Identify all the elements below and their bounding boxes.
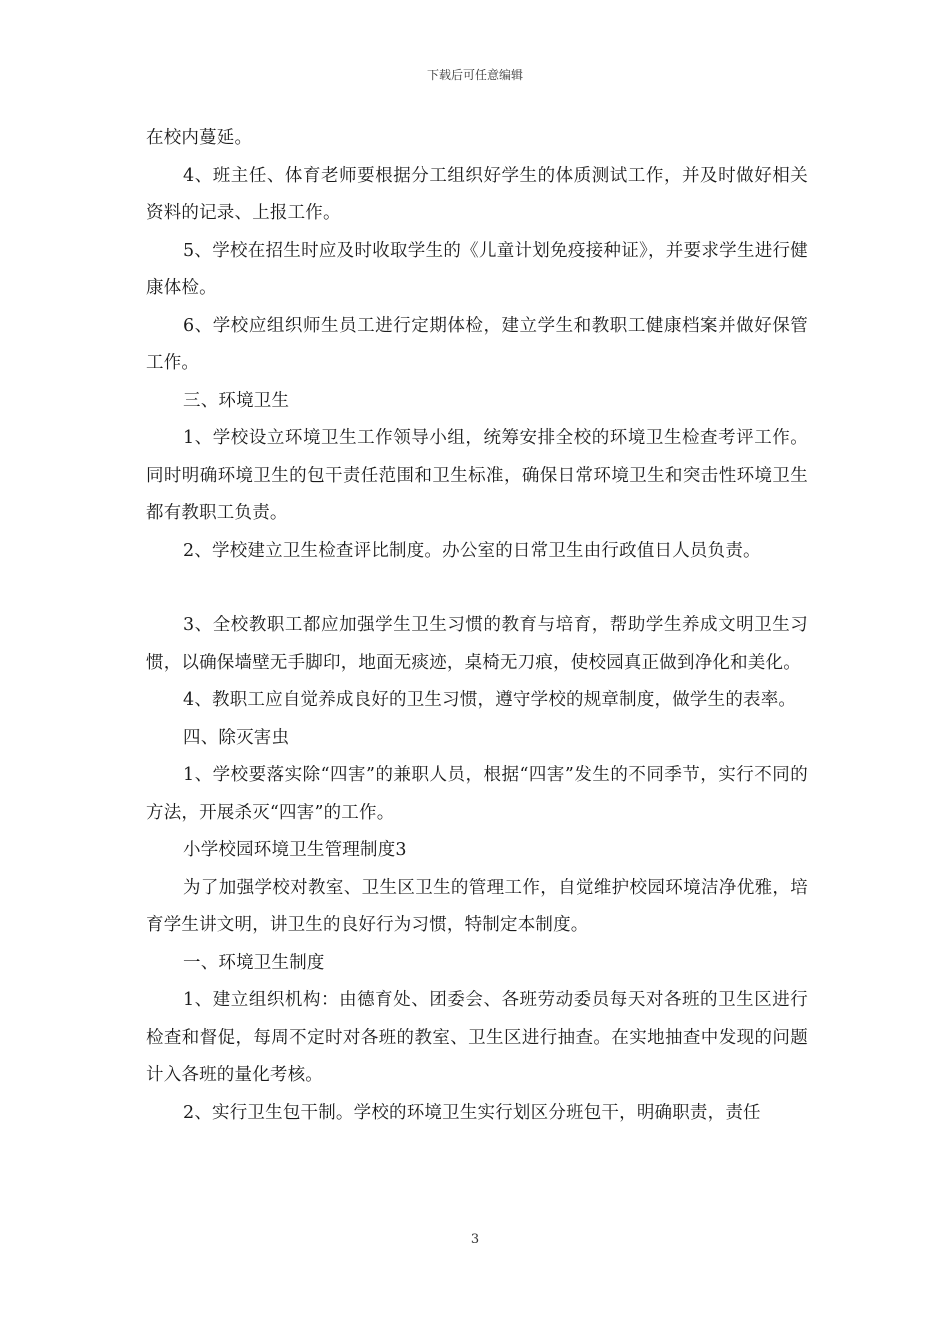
section-heading: 一、环境卫生制度 (183, 952, 325, 973)
paragraph: 在校内蔓延。 (146, 128, 253, 148)
section-heading: 四、除灭害虫 (183, 727, 290, 748)
paragraph: 2、学校建立卫生检查评比制度。办公室的日常卫生由行政值日人员负责。 (183, 540, 761, 561)
paragraph: 5、学校在招生时应及时收取学生的《儿童计划免疫接种证》，并要求学生进行健康体检。 (146, 240, 808, 298)
document-body (146, 120, 808, 1132)
paragraph: 为了加强学校对教室、卫生区卫生的管理工作，自觉维护校园环境洁净优雅，培育学生讲文明，讲卫生的良好行为习惯，特制定本制度。 (146, 877, 808, 935)
paragraph: 1、建立组织机构：由德育处、团委会、各班劳动委员每天对各班的卫生区进行检查和督促，每周不定时对各班的教室、卫生区进行抽查。在实地抽查中发现的问题计入各班的量化考核。 (146, 990, 808, 1085)
paragraph: 2、实行卫生包干制。学校的环境卫生实行划区分班包干，明确职责，责任 (183, 1102, 761, 1123)
section-heading: 三、环境卫生 (183, 390, 290, 411)
paragraph: 3、全校教职工都应加强学生卫生习惯的教育与培育，帮助学生养成文明卫生习惯，以确保墙壁无手脚印，地面无痰迹，桌椅无刀痕，使校园真正做到净化和美化。 (146, 615, 808, 673)
page-number: 3 (470, 1232, 480, 1247)
document-title: 小学校园环境卫生管理制度3 (183, 840, 407, 860)
paragraph: 1、学校设立环境卫生工作领导小组，统筹安排全校的环境卫生检查考评工作。同时明确环境卫生的包干责任范围和卫生标准，确保日常环境卫生和突击性环境卫生都有教职工负责。 (146, 428, 808, 523)
paragraph: 6、学校应组织师生员工进行定期体检，建立学生和教职工健康档案并做好保管工作。 (146, 315, 808, 373)
page-header: 下载后可任意编辑 (426, 68, 523, 82)
paragraph: 1、学校要落实除“四害”的兼职人员，根据“四害”发生的不同季节，实行不同的方法，开展杀灭“四害”的工作。 (146, 765, 808, 823)
paragraph: 4、教职工应自觉养成良好的卫生习惯，遵守学校的规章制度，做学生的表率。 (183, 690, 797, 710)
paragraph: 4、班主任、体育老师要根据分工组织好学生的体质测试工作，并及时做好相关资料的记录、上报工作。 (146, 165, 808, 223)
